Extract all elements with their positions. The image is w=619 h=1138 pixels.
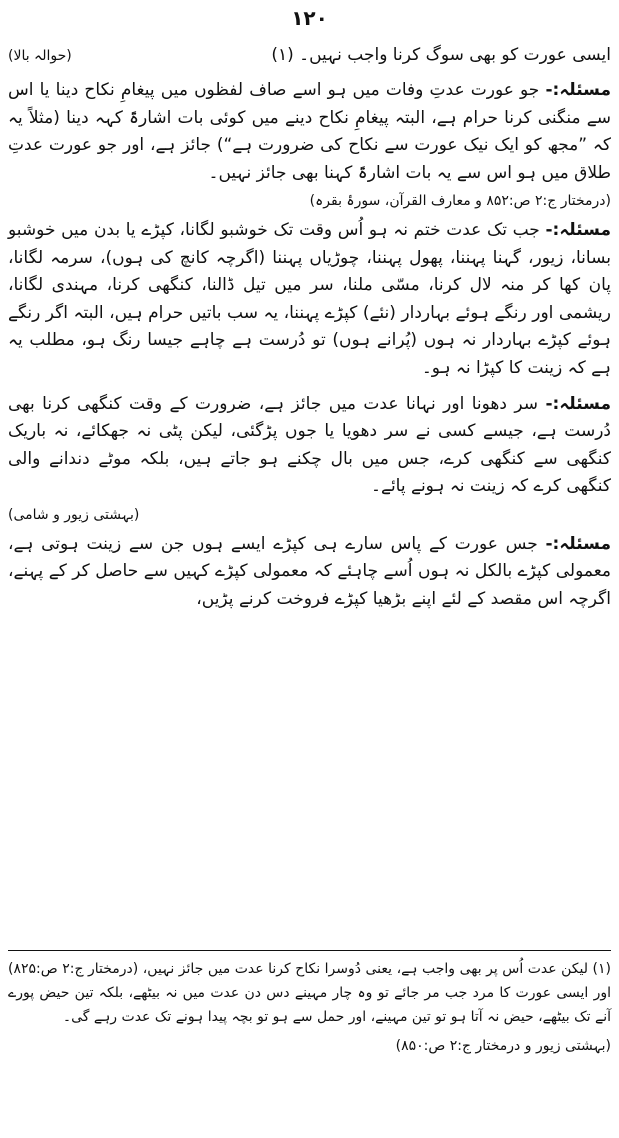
masala-4-label: مسئلہ:-: [545, 533, 612, 554]
footnote: [8, 958, 611, 1059]
footnote-text: (۱) لیکن عدت اُس پر بھی واجب ہے، یعنی دُوسرا نکاح کرنا عدت میں جائز نہیں، (درمختار ج:۲ ص:۸۲۵) اور ایسی عورت کا مرد جب مر جائے تو وہ چار مہینے دس دن عدت میں نہ بیٹھے، بلکہ تین حیض پورے آنے تک بیٹھے، حیض نہ آتا ہو تو تین مہینے، اور حمل سے ہو تو بچہ پیدا ہونے تک عدت رہے گی۔: [8, 961, 612, 1025]
masala-4: [8, 531, 611, 614]
masala-3: [8, 391, 611, 501]
intro-row: [8, 42, 611, 69]
footnote-divider: [8, 950, 611, 951]
main-text: [8, 34, 611, 613]
masala-3-text: سر دھونا اور نہانا عدت میں جائز ہے، ضرورت کے وقت کنگھی کرنا بھی دُرست ہے، جیسے کسی نے سر دھویا یا جوں پڑگئی، لیکن پٹی نہ جھکائے، نہ باریک کنگھی سے کنگھی کرے، جس میں بال چکنے ہو جاتے ہیں، بلکہ موٹے دندانے والی کنگھی کرے کہ زینت نہ ہونے پائے۔: [8, 393, 611, 497]
page-number: ۱۲۰: [291, 6, 328, 30]
intro-line: ایسی عورت کو بھی سوگ کرنا واجب نہیں۔ (۱): [271, 45, 611, 65]
footnote-reference: (بہشتی زیور و درمختار ج:۲ ص:۸۵۰): [395, 1038, 611, 1055]
masala-1-text: جو عورت عدتِ وفات میں ہو اسے صاف لفظوں میں پیغامِ نکاح دینا یا اس سے منگنی کرنا حرام ہے، البتہ پیغامِ نکاح دینے میں کوئی بات اشارۃً کہہ دینا (مثلاً یہ کہ ”مجھ کو ایک نیک عورت سے نکاح کی ضرورت ہے“) جائز ہے، اور جو عورت عدتِ طلاق میں ہو اس سے یہ بات اشارۃً کہنا بھی جائز نہیں۔: [8, 80, 611, 183]
masala-3-reference: (بہشتی زیور و شامی): [8, 506, 140, 523]
masala-2: [8, 217, 611, 382]
masala-4-text: جس عورت کے پاس سارے ہی کپڑے ایسے ہوں جن سے زینت ہوتی ہے، معمولی کپڑے بالکل نہ ہوں اُسے چاہئے کہ معمولی کپڑے کہیں سے حاصل کر کے پہنے، اگرچہ اس مقصد کے لئے اپنے بڑھیا کپڑے فروخت کرنے پڑیں،: [8, 533, 611, 609]
masala-1: [8, 77, 611, 187]
masala-1-label: مسئلہ:-: [545, 80, 612, 101]
masala-3-label: مسئلہ:-: [545, 393, 612, 414]
masala-2-label: مسئلہ:-: [545, 220, 612, 241]
masala-2-text: جب تک عدت ختم نہ ہو اُس وقت تک خوشبو لگانا، کپڑے یا بدن میں خوشبو بسانا، زیور، گہنا پہننا، پھول پہننا، چوڑیاں پہننا (اگرچہ کانچ کی ہوں)، سرمہ لگانا، پان کھا کر منہ لال کرنا، مسّی ملنا، سر میں تیل ڈالنا، کنگھی کرنا، مہندی لگانا، ریشمی اور رنگے ہوئے بہاردار (نئے) کپڑے پہننا، یہ سب باتیں حرام ہیں، البتہ اگر رنگے ہوئے کپڑے بہاردار نہ ہوں (پُرانے ہوں) تو دُرست ہے چاہے جیسا رنگ ہو، مطلب یہ ہے کہ زینت کا کپڑا نہ ہو۔: [8, 220, 611, 378]
intro-reference: (حوالہ بالا): [8, 48, 72, 64]
masala-1-reference: (درمختار ج:۲ ص:۸۵۲ و معارف القرآن، سورۂ بقرہ): [309, 193, 611, 210]
